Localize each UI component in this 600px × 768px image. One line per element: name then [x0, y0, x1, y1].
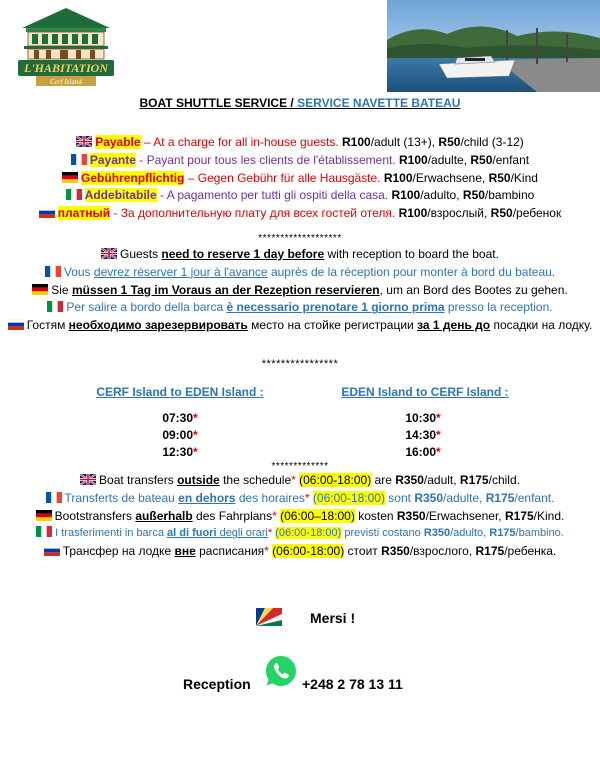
reserve-line-fr: Vous devrez réserver 1 jour à l'avance auprès de la réception pour monter à bord du bateau.: [6, 264, 594, 282]
separator-1: *******************: [258, 233, 342, 244]
uk-flag-icon: [101, 248, 117, 259]
title-fr: SERVICE NAVETTE BATEAU: [297, 96, 461, 110]
germany-flag-icon: [36, 510, 52, 521]
departure-time: 09:00*: [162, 428, 198, 442]
title-en: BOAT SHUTTLE SERVICE: [139, 96, 288, 110]
italy-flag-icon: [47, 301, 63, 312]
page-title: [0, 96, 600, 110]
transfer-line-en: Boat transfers outside the schedule* (06:00-18:00) are R350/adult, R175/child.: [6, 472, 594, 490]
whatsapp-icon[interactable]: [264, 654, 298, 688]
italy-flag-icon: [66, 189, 82, 200]
transfer-line-it: I trasferimenti in barca al di fuori degli orari* (06:00-18:00) previsti costano R350/adulto, R175/bambino.: [6, 525, 594, 543]
price-line-ru: платный - За дополнительную плату для всех гостей отеля. R100/взрослый, R50/ребенок: [6, 205, 594, 223]
price-label-it: Addebitabile: [84, 188, 157, 203]
uk-flag-icon: [80, 474, 96, 485]
price-line-fr: Payante - Payant pour tous les clients de l'établissement. R100/adulte, R50/enfant: [6, 152, 594, 170]
reserve-line-it: Per salire a bordo della barca è necessario prenotare 1 giorno prima presso la reception.: [6, 299, 594, 317]
departure-time: 16:00*: [405, 445, 441, 459]
reserve-line-ru: Гостям необходимо зарезервировать место на стойке регистрации за 1 день до посадки на лодку.: [6, 317, 594, 335]
separator-2: ****************: [261, 358, 339, 370]
price-section: [6, 134, 594, 223]
departure-time: 14:30*: [405, 428, 441, 442]
germany-flag-icon: [62, 172, 78, 183]
logo-brand-text: L'HABITATION: [23, 61, 109, 75]
transfer-line-ru: Трансфер на лодке вне расписания* (06:00-18:00) стоит R350/взрослого, R175/ребенка.: [6, 543, 594, 561]
russia-flag-icon: [44, 545, 60, 556]
seychelles-flag-icon: [256, 608, 282, 626]
reserve-section: [6, 246, 594, 335]
transfer-line-fr: Transferts de bateau en dehors des horaires* (06:00-18:00) sont R350/adulte, R175/enfant.: [6, 490, 594, 508]
france-flag-icon: [45, 266, 61, 277]
price-label-de: Gebührenpflichtig: [81, 170, 185, 185]
schedule-times-left: [115, 410, 245, 461]
schedule-times-right: [358, 410, 488, 461]
reserve-line-de: Sie müssen 1 Tag im Voraus an der Rezeption reservieren, um an Bord des Bootes zu gehen.: [6, 282, 594, 300]
schedule-heading-left: CERF Island to EDEN Island :: [96, 385, 264, 399]
germany-flag-icon: [32, 284, 48, 295]
france-flag-icon: [46, 492, 62, 503]
logo-sub-text: Cerf Island: [50, 78, 82, 86]
phone-number[interactable]: +248 2 78 13 11: [302, 676, 403, 692]
reception-label: Reception: [183, 676, 251, 692]
separator-3: *************: [271, 461, 329, 472]
departure-time: 12:30*: [162, 445, 198, 459]
price-line-en: Payable – At a charge for all in-house guests. R100/adult (13+), R50/child (3-12): [6, 134, 594, 152]
price-label-fr: Payante: [89, 152, 136, 167]
transfer-line-de: Bootstransfers außerhalb des Fahrplans* (06:00–18:00) kosten R350/Erwachsener, R175/Kind.: [6, 508, 594, 526]
russia-flag-icon: [8, 319, 24, 330]
title-separator: /: [287, 96, 298, 110]
russia-flag-icon: [39, 207, 55, 218]
thanks-text: Mersi !: [310, 610, 356, 626]
price-line-it: Addebitabile - A pagamento per tutti gli ospiti della casa. R100/adulto, R50/bambino: [6, 187, 594, 205]
reserve-line-en: Guests need to reserve 1 day before with reception to board the boat.: [6, 246, 594, 264]
hotel-logo: [14, 6, 118, 86]
price-label-en: Payable: [95, 135, 141, 149]
italy-flag-icon: [36, 526, 52, 537]
uk-flag-icon: [76, 136, 92, 147]
price-line-de: Gebührenpflichtig – Gegen Gebühr für alle Hausgäste. R100/Erwachsene, R50/Kind: [6, 170, 594, 188]
transfer-section: [6, 472, 594, 561]
schedule-heading-right: EDEN Island to CERF Island :: [341, 385, 509, 399]
departure-time: 10:30*: [405, 411, 441, 425]
departure-time: 07:30*: [162, 411, 198, 425]
boat-photo: [387, 0, 600, 92]
price-label-ru: платный: [57, 206, 111, 221]
france-flag-icon: [71, 154, 87, 165]
